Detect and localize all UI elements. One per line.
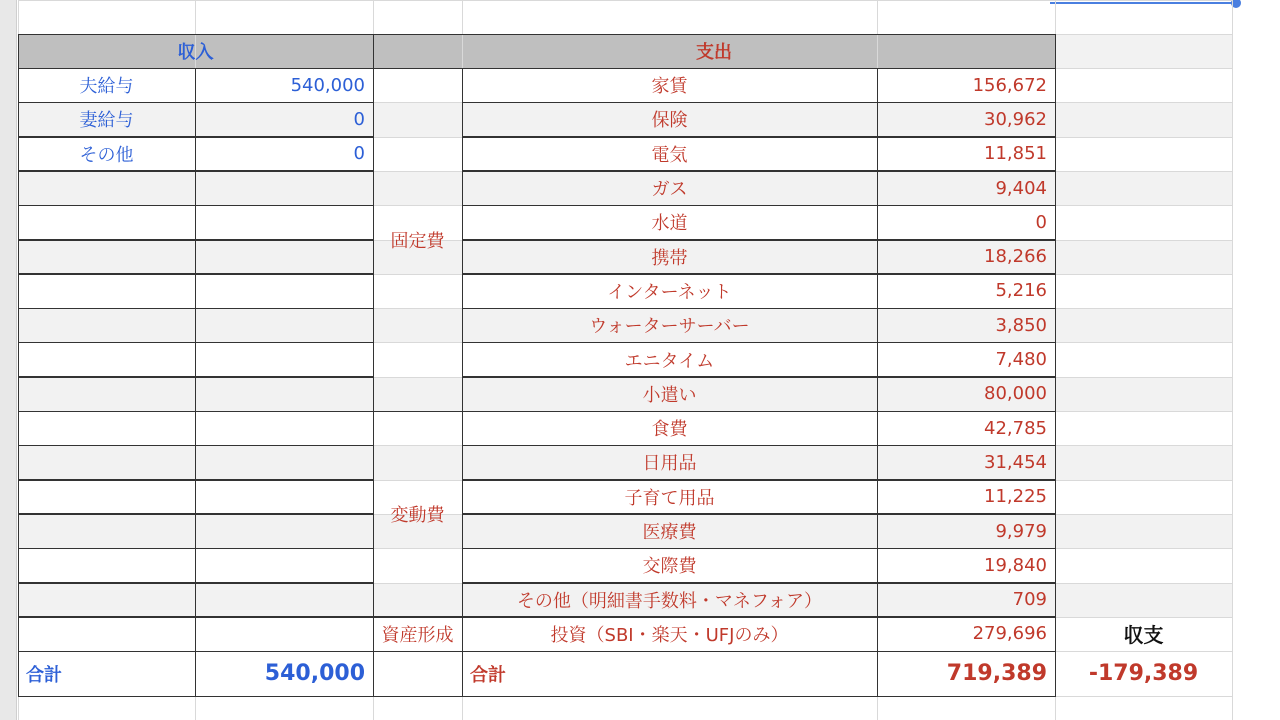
- table-border-h: [462, 548, 1056, 550]
- table-border-h: [18, 582, 374, 584]
- table-border-h: [18, 102, 374, 104]
- table-border-h: [18, 445, 374, 447]
- income-total-value[interactable]: 540,000: [264, 661, 365, 687]
- expense-label-cell[interactable]: エニタイム: [624, 350, 715, 372]
- table-border-h: [18, 651, 1056, 653]
- table-border-h: [18, 513, 374, 515]
- table-border-h: [18, 376, 374, 378]
- table-border-h: [462, 513, 1056, 515]
- expense-label-cell[interactable]: ウォーターサーバー: [589, 316, 750, 338]
- expense-label-cell[interactable]: 電気: [651, 144, 688, 166]
- expense-amount-cell[interactable]: 11,225: [984, 486, 1047, 508]
- expense-amount-cell[interactable]: 9,979: [995, 520, 1047, 542]
- table-border-h: [18, 136, 374, 138]
- table-border-h: [462, 205, 1056, 207]
- expense-label-cell[interactable]: 保険: [651, 110, 688, 132]
- gridline-vertical: [1232, 0, 1233, 720]
- table-border-h: [462, 616, 1056, 618]
- table-border-v: [877, 68, 879, 696]
- table-border-v: [1055, 34, 1057, 696]
- expense-amount-cell[interactable]: 80,000: [984, 383, 1047, 405]
- table-border-h: [18, 548, 374, 550]
- balance-value[interactable]: -179,389: [1088, 661, 1199, 687]
- table-border-h: [462, 239, 1056, 241]
- table-border-h: [462, 136, 1056, 138]
- table-border-h: [462, 445, 1056, 447]
- category-asset[interactable]: 資産形成: [381, 624, 454, 646]
- table-border-h: [18, 696, 1056, 698]
- expense-label-cell[interactable]: 水道: [651, 213, 688, 235]
- expense-label-cell[interactable]: 食費: [651, 419, 688, 441]
- table-border-h: [18, 479, 374, 481]
- row-band: [1055, 34, 1232, 68]
- table-border-h: [18, 308, 374, 310]
- table-border-h: [18, 205, 374, 207]
- table-border-v: [462, 68, 464, 696]
- expense-total-label[interactable]: 合計: [470, 664, 506, 686]
- expense-amount-cell[interactable]: 31,454: [984, 451, 1047, 473]
- income-label-cell[interactable]: 夫給与: [79, 76, 134, 98]
- expense-amount-cell[interactable]: 11,851: [984, 143, 1047, 165]
- expense-amount-cell[interactable]: 30,962: [984, 108, 1047, 130]
- income-amount-cell[interactable]: 540,000: [290, 74, 365, 96]
- expense-label-cell[interactable]: 医療費: [642, 522, 697, 544]
- income-amount-cell[interactable]: 0: [353, 108, 365, 130]
- table-border-h: [462, 411, 1056, 413]
- balance-label[interactable]: 収支: [1123, 623, 1164, 648]
- table-border-h: [18, 342, 374, 344]
- expense-amount-cell[interactable]: 5,216: [995, 280, 1047, 302]
- expense-amount-cell[interactable]: 18,266: [984, 246, 1047, 268]
- table-border-h: [18, 68, 1056, 70]
- expense-amount-cell[interactable]: 709: [1012, 589, 1047, 611]
- expense-total-value[interactable]: 719,389: [946, 661, 1047, 687]
- income-total-label[interactable]: 合計: [26, 664, 62, 686]
- expense-header[interactable]: 支出: [696, 42, 732, 63]
- table-border-h: [462, 376, 1056, 378]
- expense-amount-cell[interactable]: 42,785: [984, 417, 1047, 439]
- table-border-h: [18, 411, 374, 413]
- category-variable[interactable]: 変動費: [390, 504, 445, 526]
- income-header[interactable]: 収入: [177, 42, 214, 63]
- expense-label-cell[interactable]: 家賃: [651, 76, 688, 98]
- expense-amount-cell[interactable]: 9,404: [995, 177, 1047, 199]
- expense-amount-cell[interactable]: 156,672: [972, 74, 1047, 96]
- expense-amount-cell[interactable]: 19,840: [984, 554, 1047, 576]
- expense-label-cell[interactable]: 日用品: [642, 453, 697, 475]
- table-border-h: [462, 342, 1056, 344]
- row-header-strip: [0, 0, 17, 720]
- table-border-v: [373, 34, 375, 696]
- expense-label-cell[interactable]: インターネット: [607, 281, 732, 303]
- table-border-h: [18, 34, 1056, 36]
- table-border-h: [18, 170, 374, 172]
- table-border-h: [462, 582, 1056, 584]
- expense-amount-cell[interactable]: 279,696: [972, 623, 1047, 645]
- income-label-cell[interactable]: 妻給与: [79, 110, 134, 132]
- table-border-h: [373, 616, 463, 618]
- gridline-horizontal: [18, 0, 1232, 1]
- table-border-h: [373, 411, 463, 413]
- table-border-h: [462, 170, 1056, 172]
- table-border-h: [462, 479, 1056, 481]
- expense-label-cell[interactable]: 子育て用品: [624, 487, 715, 509]
- table-border-h: [18, 273, 374, 275]
- expense-amount-cell[interactable]: 7,480: [995, 349, 1047, 371]
- table-border-v: [18, 34, 20, 696]
- income-amount-cell[interactable]: 0: [353, 143, 365, 165]
- table-border-h: [462, 102, 1056, 104]
- expense-label-cell[interactable]: 投資（SBI・楽天・UFJのみ）: [550, 624, 789, 646]
- selection-border: [1050, 2, 1236, 4]
- table-border-h: [462, 273, 1056, 275]
- table-border-v: [195, 68, 197, 696]
- expense-label-cell[interactable]: ガス: [651, 179, 688, 201]
- expense-label-cell[interactable]: 携帯: [651, 247, 688, 269]
- category-fixed[interactable]: 固定費: [390, 230, 445, 252]
- table-border-h: [462, 308, 1056, 310]
- income-label-cell[interactable]: その他: [79, 144, 134, 166]
- expense-label-cell[interactable]: 小遣い: [642, 384, 697, 406]
- expense-amount-cell[interactable]: 0: [1035, 211, 1047, 233]
- expense-label-cell[interactable]: 交際費: [642, 556, 697, 578]
- expense-amount-cell[interactable]: 3,850: [995, 314, 1047, 336]
- table-border-h: [18, 239, 374, 241]
- expense-label-cell[interactable]: その他（明細書手数料・マネフォア）: [516, 590, 823, 612]
- table-border-h: [18, 616, 374, 618]
